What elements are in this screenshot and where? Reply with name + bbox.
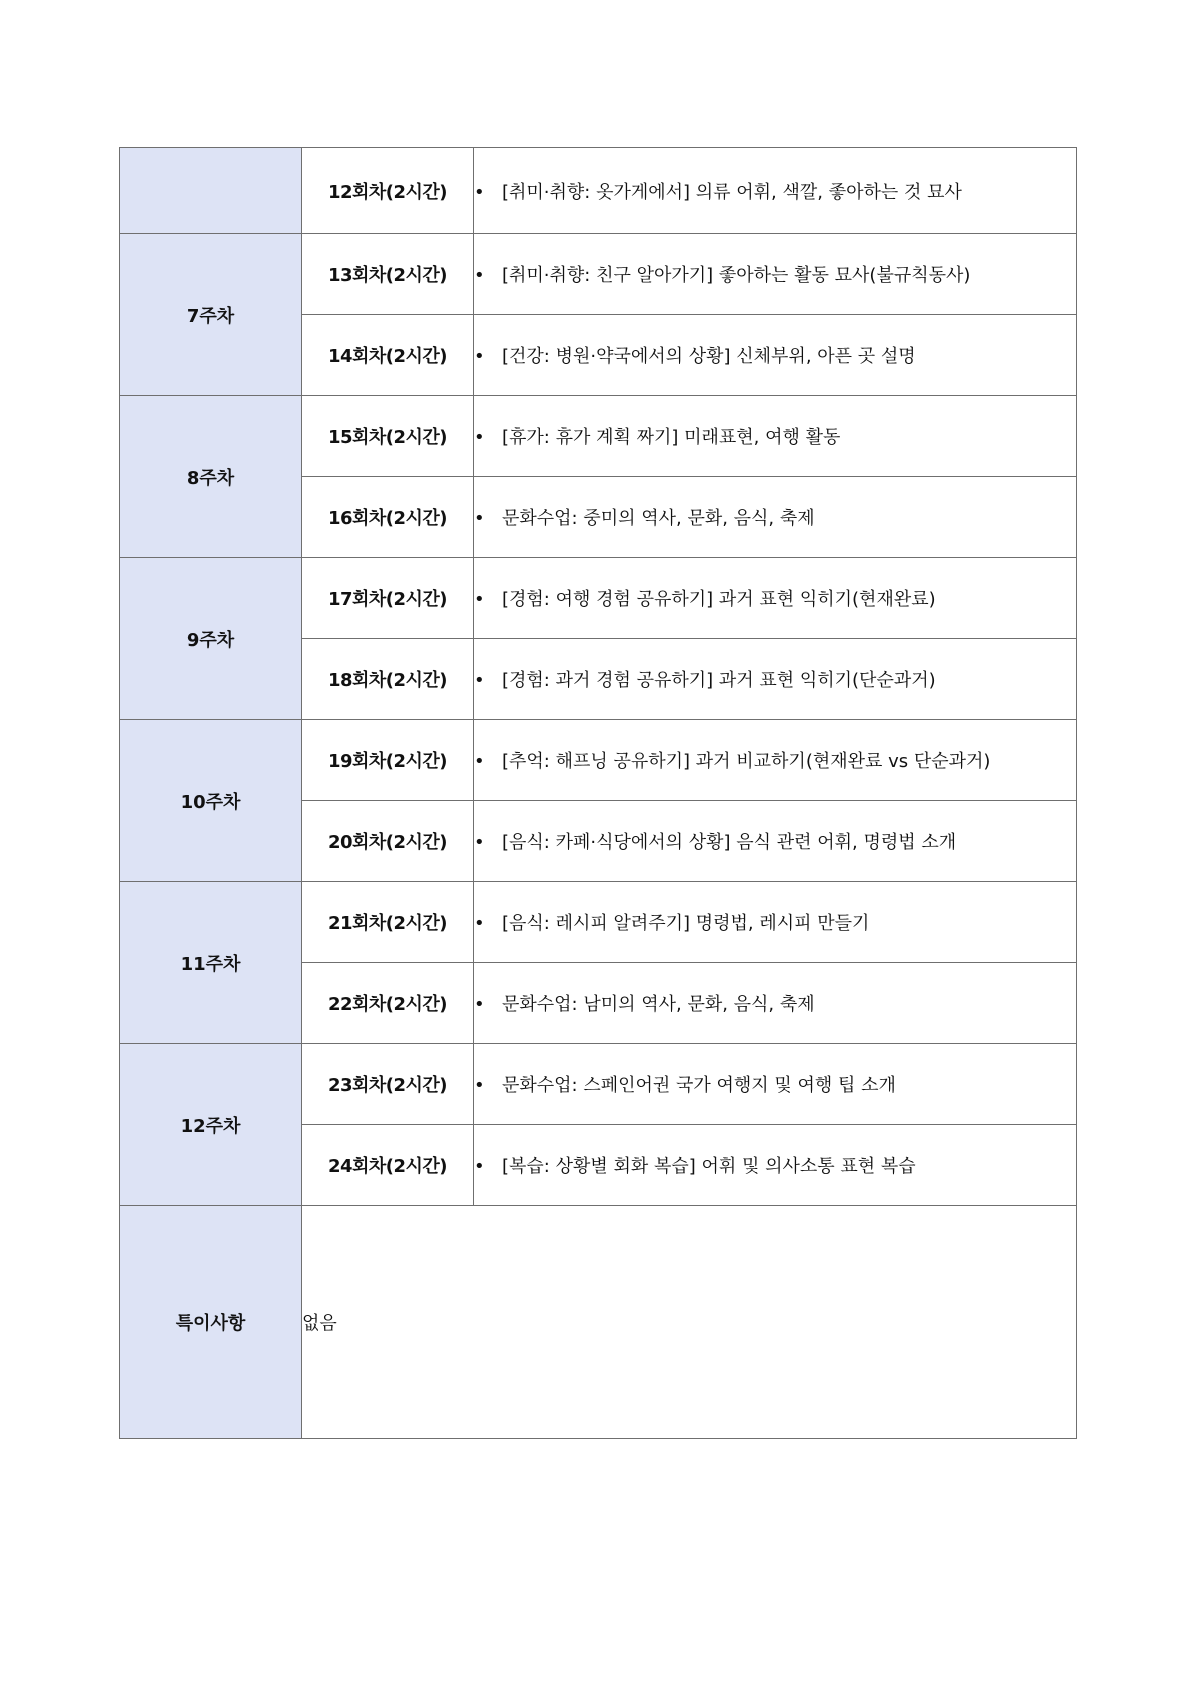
session-content: [음식: 레시피 알려주기] 명령법, 레시피 만들기 [502,913,870,934]
session-content-cell [474,396,1077,477]
bullet-icon: • [474,265,485,286]
bullet-icon: • [474,346,485,367]
session-label: 13회차(2시간) [302,234,474,315]
schedule-row [120,148,1077,234]
session-content: 문화수업: 스페인어권 국가 여행지 및 여행 팁 소개 [502,1075,896,1096]
bullet-icon: • [474,1156,485,1177]
session-label: 18회차(2시간) [302,639,474,720]
session-content: 문화수업: 남미의 역사, 문화, 음식, 축제 [502,994,815,1015]
session-content: [경험: 여행 경험 공유하기] 과거 표현 익히기(현재완료) [502,589,936,610]
schedule-row [120,234,1077,315]
session-label: 15회차(2시간) [302,396,474,477]
session-label: 21회차(2시간) [302,882,474,963]
session-content-cell [474,148,1077,234]
session-content-cell [474,477,1077,558]
session-content: [추억: 해프닝 공유하기] 과거 비교하기(현재완료 vs 단순과거) [502,751,991,772]
session-content-cell [474,882,1077,963]
session-content: [취미·취향: 친구 알아가기] 좋아하는 활동 묘사(불규칙동사) [502,265,971,286]
session-content-cell [474,1125,1077,1206]
schedule-row [120,720,1077,801]
week-cell: 9주차 [120,558,302,720]
session-label: 12회차(2시간) [302,148,474,234]
session-content-cell [474,558,1077,639]
schedule-row [120,396,1077,477]
session-content: [복습: 상황별 회화 복습] 어휘 및 의사소통 표현 복습 [502,1156,916,1177]
bullet-icon: • [474,1075,485,1096]
session-content: [건강: 병원·약국에서의 상황] 신체부위, 아픈 곳 설명 [502,346,916,367]
bullet-icon: • [474,181,485,203]
session-content-cell [474,639,1077,720]
bullet-icon: • [474,913,485,934]
session-content: [경험: 과거 경험 공유하기] 과거 표현 익히기(단순과거) [502,670,936,691]
session-content-cell [474,315,1077,396]
session-label: 19회차(2시간) [302,720,474,801]
session-content-cell [474,234,1077,315]
session-content: [휴가: 휴가 계획 짜기] 미래표현, 여행 활동 [502,427,841,448]
remarks-label: 특이사항 [120,1206,302,1439]
session-content-cell [474,720,1077,801]
week-cell: 7주차 [120,234,302,396]
week-cell: 12주차 [120,1044,302,1206]
remarks-value: 없음 [302,1206,1077,1439]
session-label: 14회차(2시간) [302,315,474,396]
session-content: 문화수업: 중미의 역사, 문화, 음식, 축제 [502,508,815,529]
session-content: [취미·취향: 옷가게에서] 의류 어휘, 색깔, 좋아하는 것 묘사 [502,181,962,203]
session-content: [음식: 카페·식당에서의 상황] 음식 관련 어휘, 명령법 소개 [502,832,957,853]
schedule-row [120,882,1077,963]
schedule-row [120,558,1077,639]
session-content-cell [474,801,1077,882]
session-label: 24회차(2시간) [302,1125,474,1206]
remarks-row [120,1206,1077,1439]
bullet-icon: • [474,508,485,529]
session-label: 23회차(2시간) [302,1044,474,1125]
week-cell: 11주차 [120,882,302,1044]
schedule-row [120,1044,1077,1125]
session-content-cell [474,1044,1077,1125]
session-content-cell [474,963,1077,1044]
bullet-icon: • [474,751,485,772]
bullet-icon: • [474,589,485,610]
session-label: 20회차(2시간) [302,801,474,882]
week-cell: 10주차 [120,720,302,882]
bullet-icon: • [474,832,485,853]
week-cell [120,148,302,234]
document-page [119,147,1076,1439]
bullet-icon: • [474,670,485,691]
session-label: 17회차(2시간) [302,558,474,639]
bullet-icon: • [474,994,485,1015]
course-schedule-table [119,147,1077,1439]
session-label: 22회차(2시간) [302,963,474,1044]
week-cell: 8주차 [120,396,302,558]
bullet-icon: • [474,427,485,448]
schedule-body [120,148,1077,1439]
session-label: 16회차(2시간) [302,477,474,558]
